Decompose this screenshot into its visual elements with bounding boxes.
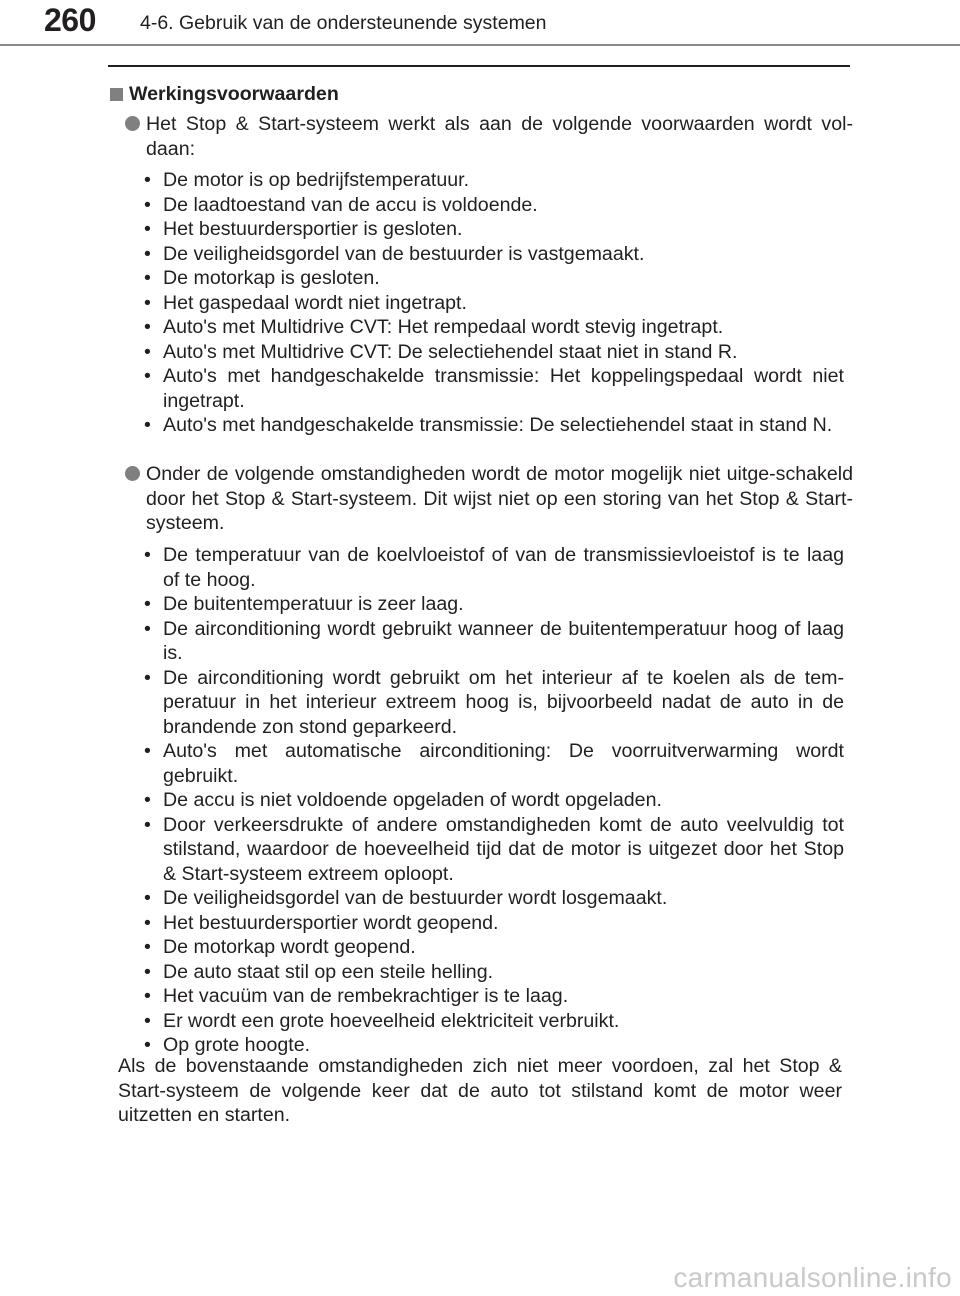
paragraph-1-text: Het Stop & Start-systeem werkt als aan de volgende voorwaarden wordt vol-daan: <box>146 113 853 160</box>
list-item: • De airconditioning wordt gebruikt wanneer de buitentemperatuur hoog of laag is. <box>144 617 844 664</box>
paragraph-2 <box>146 462 853 536</box>
list-item: • Het bestuurdersportier wordt geopend. <box>144 911 499 934</box>
list-item: • De veiligheidsgordel van de bestuurder wordt losgemaakt. <box>144 887 668 909</box>
list-item: • Het vacuüm van de rembekrachtiger is te laag. <box>144 985 569 1007</box>
page-number: 260 <box>44 2 96 38</box>
list-item: • De accu is niet voldoende opgeladen of wordt opgeladen. <box>144 789 662 811</box>
header-rule <box>0 44 960 46</box>
section-rule <box>108 65 850 67</box>
watermark-text: carmanualsonline.info <box>673 1262 952 1293</box>
list-item: • Auto's met Multidrive CVT: Het rempedaal wordt stevig ingetrapt. <box>144 316 724 338</box>
list-item: • De buitentemperatuur is zeer laag. <box>144 593 464 615</box>
list-item: • Het gaspedaal wordt niet ingetrapt. <box>144 291 467 314</box>
list-item: • De auto staat stil op een steile helling. <box>144 960 494 983</box>
list-item: • De veiligheidsgordel van de bestuurder is vastgemaakt. <box>144 242 645 265</box>
list-item: • Op grote hoogte. <box>144 1034 311 1056</box>
square-icon <box>110 88 123 101</box>
exceptions-list <box>144 543 844 1058</box>
list-item: • De motor is op bedrijfstemperatuur. <box>144 169 470 191</box>
section-heading <box>108 82 339 107</box>
list-item: • De temperatuur van de koelvloeistof of van de transmissievloeistof is te laag of te hoog. <box>144 544 844 591</box>
closing-paragraph: Als de bovenstaande omstandigheden zich niet meer voordoen, zal het Stop & Start-systeem de volgende keer dat de auto tot stilstand komt de motor weer uitzetten en starten. <box>118 1055 842 1126</box>
paragraph-2-text: Onder de volgende omstandigheden wordt de motor mogelijk niet uitge-schakeld door het Stop & Start-systeem. Dit wijst niet op een storing van het Stop & Start-systeem. <box>146 463 853 534</box>
list-item: • Auto's met automatische airconditioning: De voorruitverwarming wordt gebruikt. <box>144 740 844 787</box>
list-item: • De motorkap wordt geopend. <box>144 936 416 958</box>
circle-icon <box>125 116 140 131</box>
list-item: • Door verkeersdrukte of andere omstandigheden komt de auto veelvuldig tot stilstand, waardoor de hoeveelheid tijd dat de motor is uitgezet door het Stop & Start-systeem extreem oploopt. <box>144 813 844 885</box>
list-item: • Er wordt een grote hoeveelheid elektriciteit verbruikt. <box>144 1009 620 1032</box>
paragraph-1 <box>146 112 853 161</box>
chapter-title: 4-6. Gebruik van de ondersteunende systemen <box>140 12 547 34</box>
section-heading-text: Werkingsvoorwaarden <box>129 83 339 105</box>
list-item: • De motorkap is gesloten. <box>144 267 380 289</box>
list-item: • Auto's met Multidrive CVT: De selectiehendel staat niet in stand R. <box>144 340 738 363</box>
list-item: • De laadtoestand van de accu is voldoende. <box>144 193 538 216</box>
list-item: • Het bestuurdersportier is gesloten. <box>144 218 463 240</box>
list-item: • Auto's met handgeschakelde transmissie: De selectiehendel staat in stand N. <box>144 414 833 436</box>
conditions-list <box>144 168 844 438</box>
list-item: • De airconditioning wordt gebruikt om het interieur af te koelen als de tem-peratuur in het interieur extreem hoog is, bijvoorbeeld nadat de auto in de brandende zon stond geparkeerd. <box>144 666 844 738</box>
list-item: • Auto's met handgeschakelde transmissie: Het koppelingspedaal wordt niet ingetrapt. <box>144 365 844 412</box>
circle-icon <box>125 466 140 481</box>
